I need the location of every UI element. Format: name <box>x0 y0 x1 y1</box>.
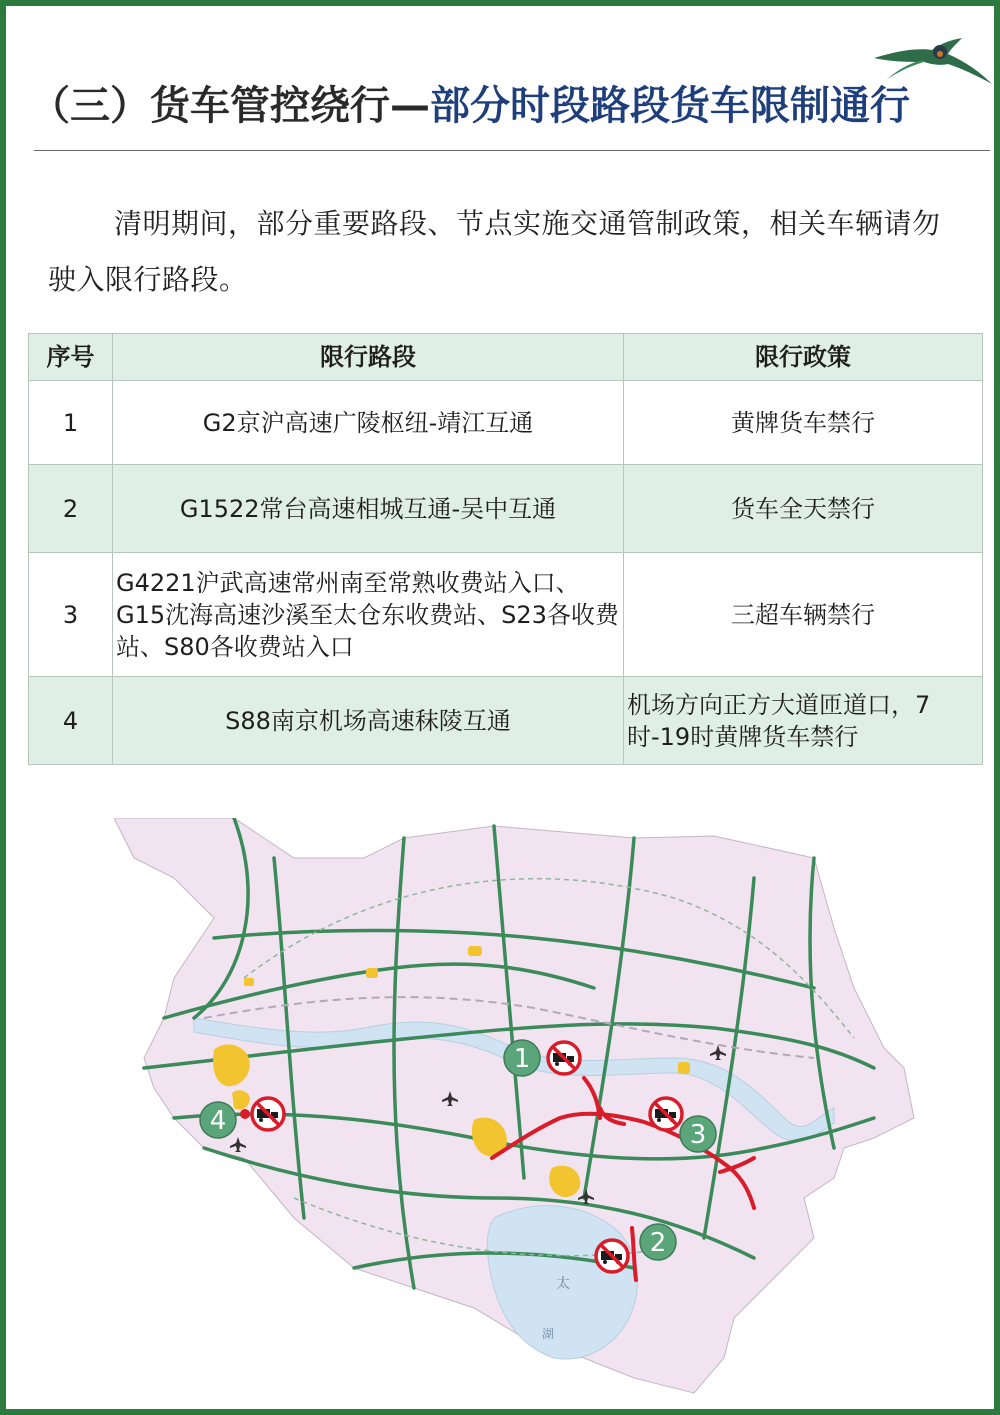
no-truck-icon <box>548 1042 580 1074</box>
title-part-2: 部分时段路段货车限制通行 <box>430 83 910 129</box>
restriction-map <box>114 818 924 1398</box>
cell-policy: 三超车辆禁行 <box>624 553 983 677</box>
cell-road: G1522常台高速相城互通-吴中互通 <box>113 465 624 553</box>
cell-policy: 货车全天禁行 <box>624 465 983 553</box>
intro-paragraph: 清明期间，部分重要路段、节点实施交通管制政策，相关车辆请勿驶入限行路段。 <box>48 207 941 296</box>
header-no: 序号 <box>29 334 113 381</box>
cell-no: 4 <box>29 677 113 765</box>
restriction-table <box>28 333 983 765</box>
table-row <box>29 465 983 553</box>
svg-text:湖: 湖 <box>542 1327 555 1341</box>
no-truck-icon <box>650 1098 682 1130</box>
cell-road: G4221沪武高速常州南至常熟收费站入口、G15沈海高速沙溪至太仓东收费站、S23各收费站、S80各收费站入口 <box>113 553 624 677</box>
map-marker-4 <box>200 1102 236 1138</box>
no-truck-icon <box>596 1240 628 1272</box>
svg-text:3: 3 <box>689 1120 707 1150</box>
map-marker-1 <box>504 1040 540 1076</box>
cell-road: S88南京机场高速秣陵互通 <box>113 677 624 765</box>
cell-policy: 机场方向正方大道匝道口，7时-19时黄牌货车禁行 <box>624 677 983 765</box>
table-row <box>29 553 983 677</box>
header-road: 限行路段 <box>113 334 624 381</box>
cell-policy: 黄牌货车禁行 <box>624 381 983 465</box>
svg-text:2: 2 <box>649 1228 667 1258</box>
cell-no: 1 <box>29 381 113 465</box>
table-header-row <box>29 334 983 381</box>
cell-road: G2京沪高速广陵枢纽-靖江互通 <box>113 381 624 465</box>
page-title <box>30 78 970 134</box>
no-truck-icon <box>252 1098 284 1130</box>
map-marker-3 <box>680 1116 716 1152</box>
cell-no: 2 <box>29 465 113 553</box>
svg-text:1: 1 <box>513 1044 531 1074</box>
restricted-node-s88 <box>240 1109 250 1119</box>
header-policy: 限行政策 <box>624 334 983 381</box>
map-marker-2 <box>640 1224 676 1260</box>
title-part-1: （三）货车管控绕行— <box>30 83 430 129</box>
svg-text:太: 太 <box>556 1276 570 1292</box>
cell-no: 3 <box>29 553 113 677</box>
table-row <box>29 381 983 465</box>
title-divider <box>34 150 990 151</box>
table-row <box>29 677 983 765</box>
svg-text:4: 4 <box>209 1106 227 1136</box>
